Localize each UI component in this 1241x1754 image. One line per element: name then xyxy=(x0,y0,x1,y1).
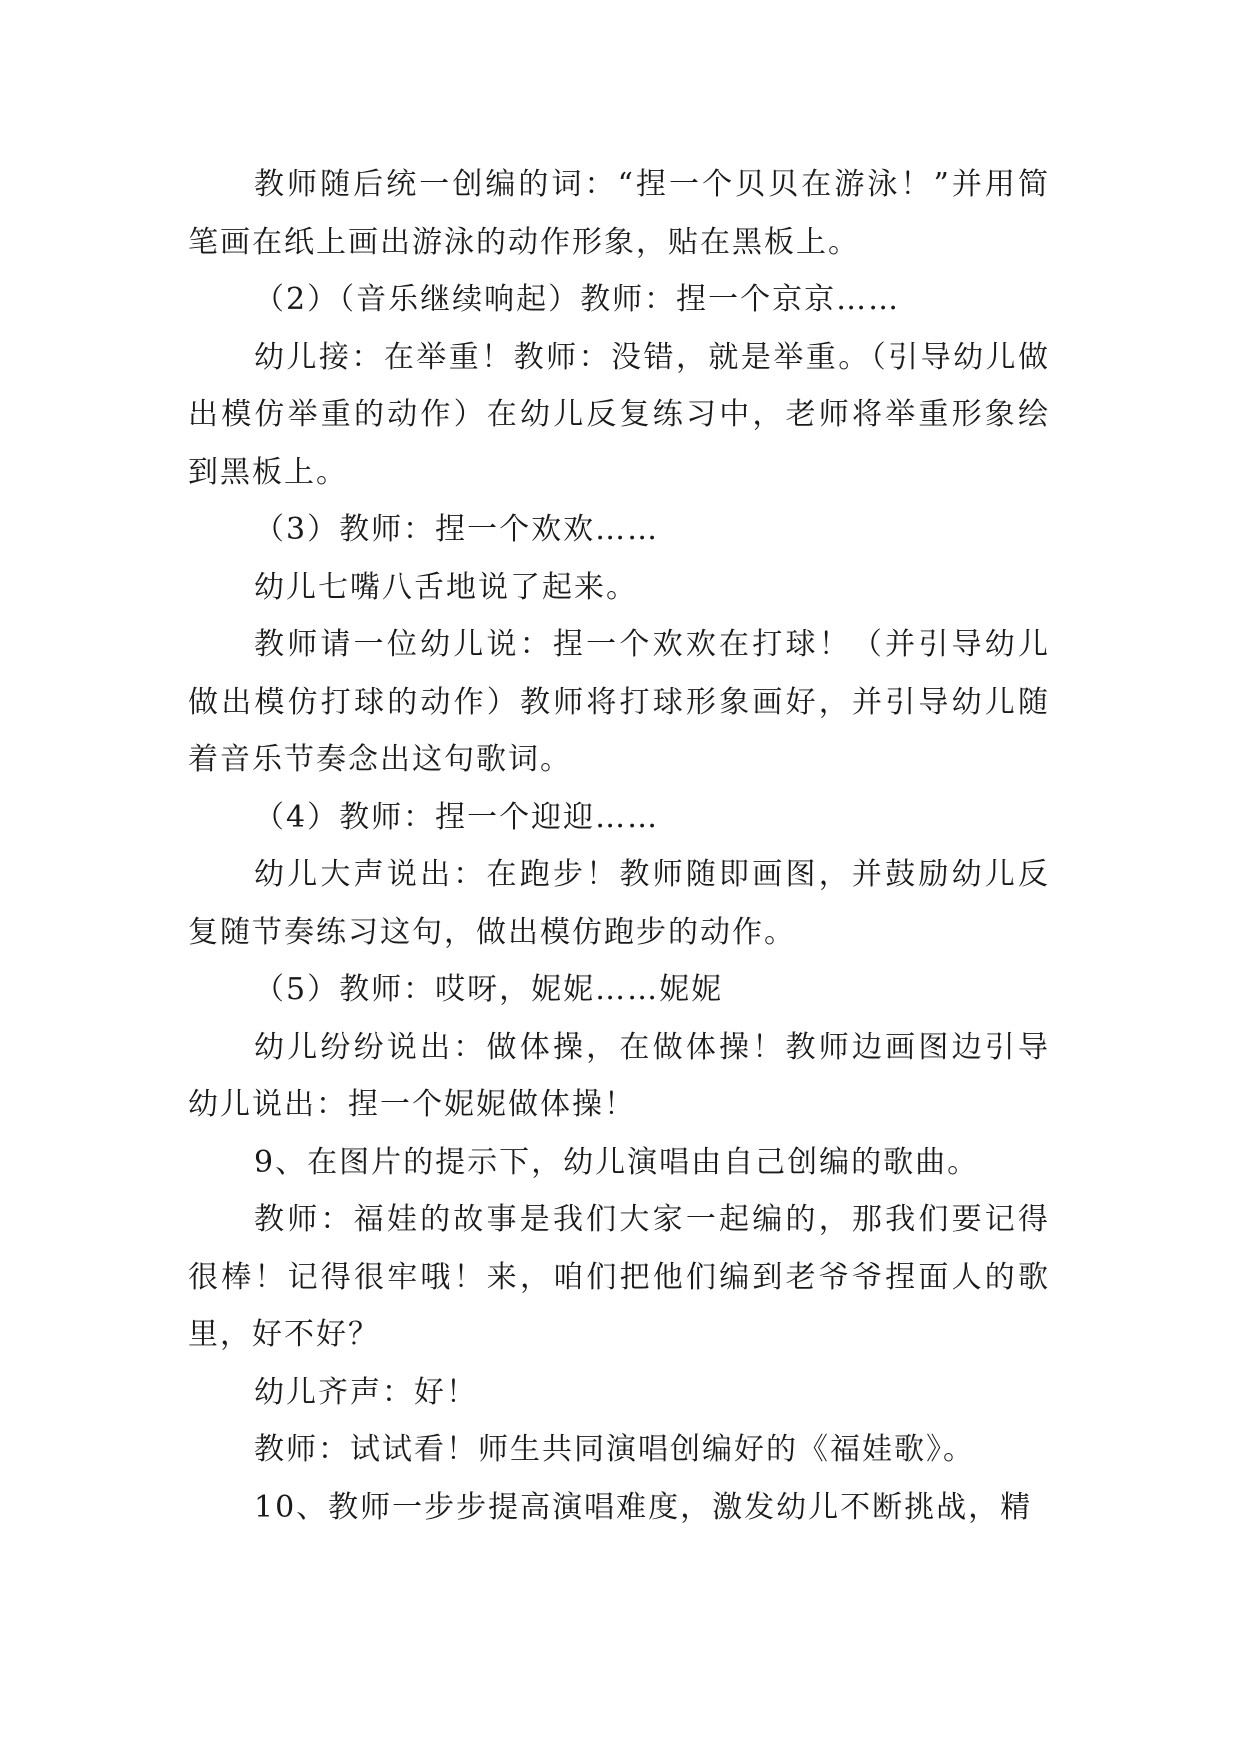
paragraph: 幼儿大声说出：在跑步！教师随即画图，并鼓励幼儿反复随节奏练习这句，做出模仿跑步的动作。 xyxy=(188,857,1050,950)
paragraph: 幼儿齐声：好！ xyxy=(254,1374,478,1410)
paragraph: 教师：试试看！师生共同演唱创编好的《福娃歌》。 xyxy=(254,1432,975,1467)
paragraph: （5）教师：哎呀，妮妮……妮妮 xyxy=(254,972,724,1007)
paragraph: 9、在图片的提示下，幼儿演唱由自己创编的歌曲。 xyxy=(254,1144,980,1180)
paragraph: 教师：福娃的故事是我们大家一起编的，那我们要记得很棒！记得很牢哦！来，咱们把他们编到老爷爷捏面人的歌里，好不好？ xyxy=(188,1202,1050,1352)
paragraph: 幼儿七嘴八舌地说了起来。 xyxy=(254,569,638,605)
paragraph: （4）教师：捏一个迎迎…… xyxy=(254,799,660,835)
paragraph: 幼儿接：在举重！教师：没错，就是举重。（引导幼儿做出模仿举重的动作）在幼儿反复练习中，老师将举重形象绘到黑板上。 xyxy=(188,339,1050,490)
paragraph: （2）（音乐继续响起）教师：捏一个京京…… xyxy=(254,282,901,317)
paragraph: （3）教师：捏一个欢欢…… xyxy=(254,512,660,547)
document-body xyxy=(188,156,1050,1536)
paragraph: 幼儿纷纷说出：做体操，在做体操！教师边画图边引导幼儿说出：捏一个妮妮做体操！ xyxy=(188,1029,1050,1122)
paragraph: 教师随后统一创编的词：“捏一个贝贝在游泳！”并用简笔画在纸上画出游泳的动作形象，贴在黑板上。 xyxy=(188,167,1050,260)
paragraph: 教师请一位幼儿说：捏一个欢欢在打球！（并引导幼儿做出模仿打球的动作）教师将打球形象画好，并引导幼儿随着音乐节奏念出这句歌词。 xyxy=(188,627,1050,777)
paragraph: 10、教师一步步提高演唱难度，激发幼儿不断挑战，精 xyxy=(254,1489,1033,1525)
